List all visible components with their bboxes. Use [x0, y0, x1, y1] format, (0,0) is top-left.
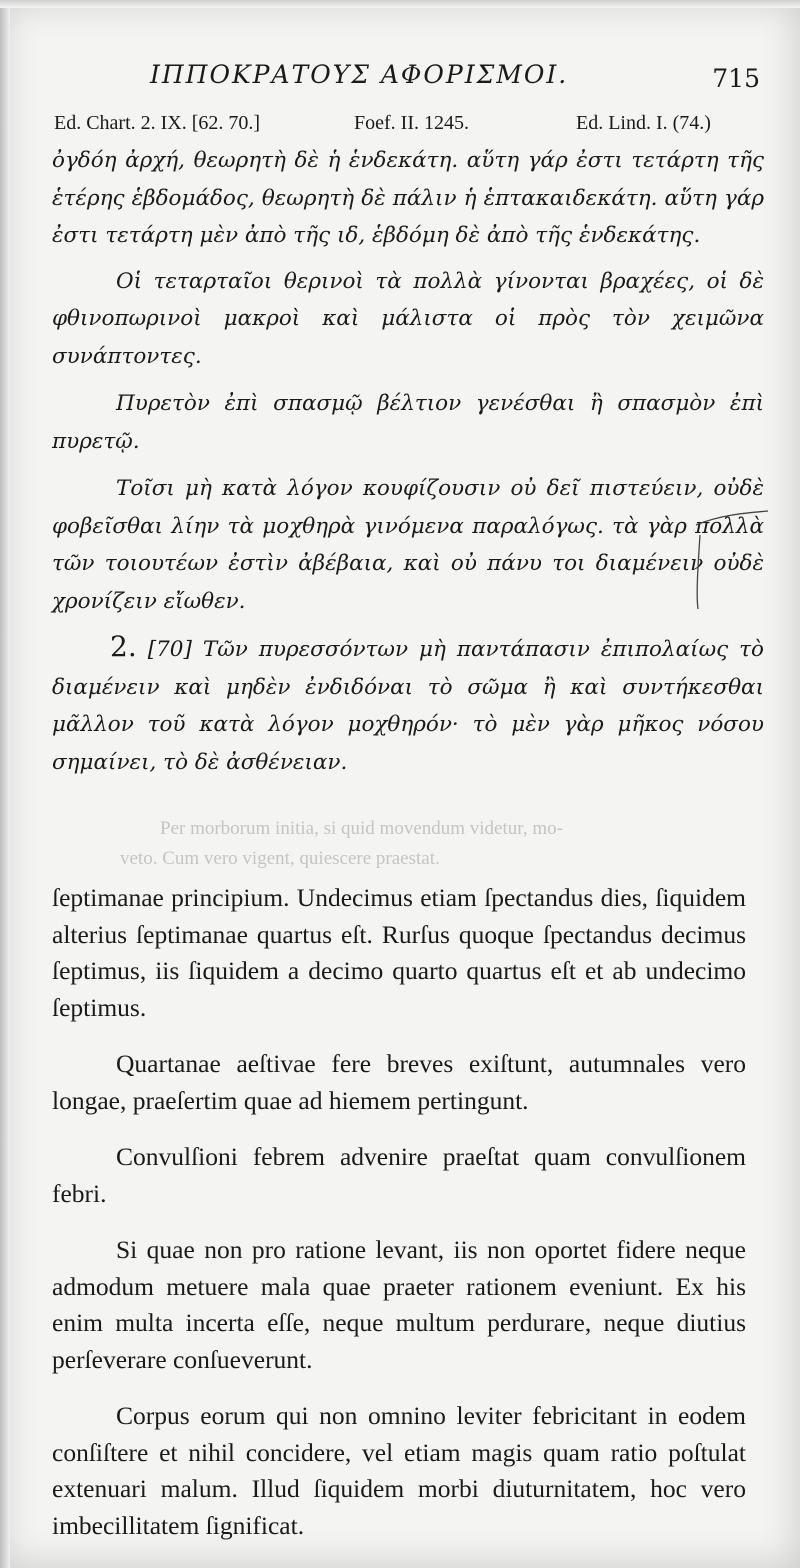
page-edge-shadow — [0, 0, 10, 1568]
aphorism-number: 2. — [110, 630, 137, 663]
pencil-mark — [690, 505, 770, 615]
show-through-text-1: Per morborum initia, si quid movendum videtur, mo- — [160, 818, 563, 839]
latin-aphorism-quartans: Quartanae aeſtivae fere breves exiſtunt, autumnales vero longae, praeſertim quae ad hiemem pertingunt. — [52, 1049, 746, 1115]
greek-aphorism-unreasonable-relief: Τοῖσι μὴ κατὰ λόγον κουφίζουσιν οὐ δεῖ πιστεύειν, οὐδὲ φοβεῖσθαι λίην τὰ μοχθηρὰ γινόμενα παραλόγως. τὰ γὰρ πολλὰ τῶν τοιουτέων ἐστὶν ἀβέβαια, καὶ οὐ πάνυ τοι διαμένειν οὐδὲ χρονίζειν εἴωθεν. — [52, 476, 764, 614]
greek-aphorism-fever-convulsion: Πυρετὸν ἐπὶ σπασμῷ βέλτιον γενέσθαι ἢ σπασμὸν ἐπὶ πυρετῷ. — [52, 391, 764, 454]
greek-aphorism-body-wasting — [52, 628, 764, 781]
latin-aphorism-fever-convulsion: Convulſioni febrem advenire praeſtat quam convulſionem febri. — [52, 1142, 746, 1208]
running-head-title: ΙΠΠΟΚΡΑΤΟΥΣ ΑΦΟΡΙΣΜΟΙ. — [150, 60, 569, 89]
page-number: 715 — [712, 64, 760, 93]
greek-continuation: ὀγδόη ἀρχή, θεωρητὴ δὲ ἡ ἑνδεκάτη. αὕτη γάρ ἐστι τετάρτη τῆς ἑτέρης ἑβδομάδος, θεωρητὴ δὲ πάλιν ἡ ἑπτακαιδεκάτη. αὕτη γάρ ἐστι τετάρτη μὲν ἀπὸ τῆς ιδ, ἑβδόμη δὲ ἀπὸ τῆς ἑνδεκάτης. — [52, 148, 764, 248]
greek-aphorism-quartans: Οἱ τεταρταῖοι θερινοὶ τὰ πολλὰ γίνονται βραχέες, οἱ δὲ φθινοπωρινοὶ μακροὶ καὶ μάλιστα οἱ πρὸς τὸν χειμῶνα συνάπτοντες. — [52, 268, 764, 369]
edition-reference-line — [54, 112, 764, 140]
greek-aphorism-body-wasting-text: [70] Τῶν πυρεσσόντων μὴ παντάπασιν ἐπιπολαίως τὸ διαμένειν καὶ μηδὲν ἐνδιδόναι τὸ σῶμα ἢ καὶ συντήκεσθαι μᾶλλον τοῦ κατὰ λόγον μοχθηρόν· τὸ μὲν γὰρ μῆκος νόσου σημαίνει, τὸ δὲ ἀσθένειαν. — [52, 637, 764, 775]
show-through-text-2: veto. Cum vero vigent, quiescere praestat. — [120, 848, 440, 869]
ref-foes: Foef. II. 1245. — [354, 112, 469, 134]
latin-text-block — [52, 880, 746, 1564]
page-top-shadow — [0, 0, 800, 8]
latin-aphorism-unreasonable-relief: Si quae non pro ratione levant, iis non oportet fidere neque admodum metuere mala quae praeter rationem eveniunt. Ex his enim multa incerta eſſe, neque multum perdurare, neque diutius perſeverare conſueverunt. — [52, 1235, 746, 1374]
running-head — [150, 60, 760, 100]
greek-text-block — [52, 142, 764, 781]
ref-linden: Ed. Lind. I. (74.) — [576, 112, 711, 134]
latin-aphorism-body-wasting: Corpus eorum qui non omnino leviter febricitant in eodem conſiſtere et nihil concidere, vel etiam magis quam ratio poſtulat extenuari malum. Illud ſiquidem morbi diuturnitatem, hoc vero imbecillitatem ſignificat. — [52, 1401, 746, 1540]
ref-chartier: Ed. Chart. 2. IX. [62. 70.] — [54, 112, 261, 134]
latin-continuation: ſeptimanae principium. Undecimus etiam ſpectandus dies, ſiquidem alterius ſeptimanae quartus eſt. Rurſus quoque ſpectandus decimus ſeptimus, iis ſiquidem a decimo quarto quartus eſt et ab undecimo ſeptimus. — [52, 883, 746, 1022]
